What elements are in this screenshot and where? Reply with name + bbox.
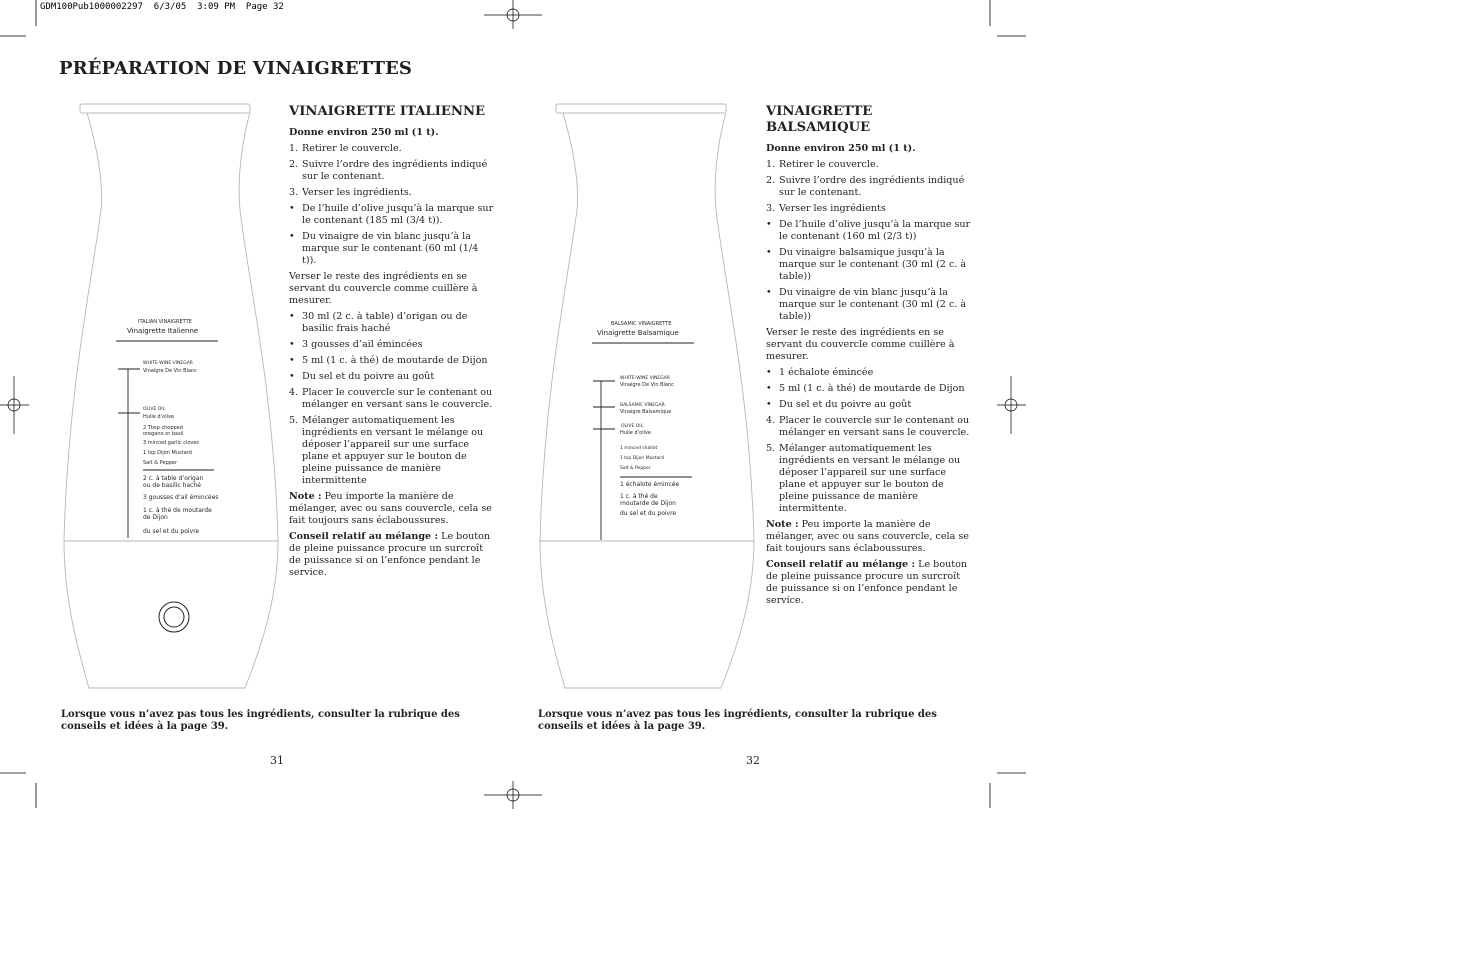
steps-list	[766, 159, 971, 323]
note-label: Note :	[766, 519, 799, 530]
list-marker: 5.	[289, 415, 299, 426]
recipe-balsamique	[766, 104, 971, 611]
list-marker: •	[289, 231, 295, 242]
list-item	[766, 443, 971, 515]
list-item	[766, 203, 971, 215]
list-marker: 3.	[766, 203, 776, 214]
list-marker: •	[289, 203, 295, 214]
list-marker: •	[289, 371, 295, 382]
list-text: Verser les ingrédients	[779, 203, 886, 214]
right-ing-en-2: 1 tsp Dijon Mustard	[620, 456, 664, 461]
recipe-italienne	[289, 104, 494, 583]
list-text: Mélanger automatiquement les ingrédients en versant le mélange ou déposer l’appareil sur une surface plane et appuyer sur le bouton de pleine puissance de manière intermittente	[302, 415, 484, 486]
list-item	[289, 415, 494, 487]
list-text: Placer le couvercle sur le contenant ou mélanger en versant sans le couvercle.	[779, 415, 970, 438]
note-text: Peu importe la manière de mélanger, avec ou sans couvercle, cela se fait toujours sans éclaboussures.	[766, 519, 969, 554]
list-marker: •	[766, 219, 772, 230]
list-item	[766, 367, 971, 379]
list-text: Suivre l’ordre des ingrédients indiqué sur le contenant.	[779, 175, 965, 198]
list-text: Du sel et du poivre au goût	[302, 371, 435, 382]
list-item	[766, 399, 971, 411]
left-ing-en-4: Salt & Pepper	[143, 460, 178, 466]
tip-paragraph	[766, 559, 971, 607]
left-bottle-label-fr: Vinaigrette Italienne	[127, 327, 199, 335]
list-text: Du sel et du poivre au goût	[779, 399, 912, 410]
list-marker: 5.	[766, 443, 776, 454]
list-marker: •	[766, 247, 772, 258]
list-marker: 2.	[289, 159, 299, 170]
printer-slug: GDM100Pub1000002297 6/3/05 3:09 PM Page 32	[40, 2, 284, 12]
left-mark1-fr: Vinaigre De Vin Blanc	[143, 368, 197, 374]
right-ing-fr-3: du sel et du poivre	[620, 510, 677, 517]
list-text: Du vinaigre de vin blanc jusqu’à la marque sur le contenant (60 ml (1/4 t)).	[302, 231, 479, 266]
list-text: Suivre l’ordre des ingrédients indiqué sur le contenant.	[302, 159, 488, 182]
list-item	[289, 387, 494, 411]
right-bottle-outline	[540, 104, 754, 688]
list-marker: •	[766, 399, 772, 410]
left-ing-en-2: 3 minced garlic cloves	[143, 440, 200, 446]
steps-list	[289, 143, 494, 267]
ingredients-steps-list	[289, 311, 494, 487]
recipe-yield: Donne environ 250 ml (1 t).	[289, 127, 439, 138]
list-item	[289, 371, 494, 383]
note-text: Peu importe la manière de mélanger, avec ou sans couvercle, cela se fait toujours sans éclaboussures.	[289, 491, 492, 526]
list-text: Du vinaigre de vin blanc jusqu’à la marque sur le contenant (30 ml (2 c. à table))	[779, 287, 967, 322]
left-mark1-en: WHITE-WINE VINEGAR	[143, 361, 193, 366]
list-item	[289, 143, 494, 155]
right-mark2-fr: Vinaigre Balsamique	[620, 409, 672, 415]
list-text: 1 échalote émincée	[779, 367, 874, 378]
list-text: 5 ml (1 c. à thé) de moutarde de Dijon	[779, 383, 965, 394]
list-marker: •	[766, 287, 772, 298]
right-mark1-en: WHITE-WINE VINEGAR	[620, 376, 670, 381]
tip-text: Le bouton de pleine puissance procure un surcroît de puissance si on l’enfonce pendant le service.	[289, 531, 491, 578]
right-mark3-fr: Huile d’olive	[620, 430, 652, 436]
footer-note-right: Lorsque vous n’avez pas tous les ingrédients, consulter la rubrique des conseils et idées à la page 39.	[538, 709, 937, 732]
list-text: 5 ml (1 c. à thé) de moutarde de Dijon	[302, 355, 488, 366]
ingredients-steps-list	[766, 367, 971, 515]
list-item	[289, 355, 494, 367]
right-mark1-fr: Vinaigre De Vin Blanc	[620, 382, 674, 388]
list-item	[289, 203, 494, 227]
list-item	[289, 187, 494, 199]
list-text: 30 ml (2 c. à table) d’origan ou de basilic frais haché	[302, 311, 468, 334]
tip-paragraph	[289, 531, 494, 579]
list-marker: •	[289, 311, 295, 322]
left-ing-fr-2: 3 gousses d’ail émincées	[143, 494, 219, 501]
left-ing-en-3: 1 tsp Dijon Mustard	[143, 450, 192, 456]
list-text: 3 gousses d’ail émincées	[302, 339, 423, 350]
list-marker: •	[766, 383, 772, 394]
left-mark2-en: OLIVE OIL	[143, 407, 166, 412]
left-ing-fr-3: 1 c. à thé de moutarde de Dijon	[143, 507, 212, 521]
list-text: De l’huile d’olive jusqu’à la marque sur le contenant (160 ml (2/3 t))	[779, 219, 971, 242]
list-text: Verser les ingrédients.	[302, 187, 412, 198]
list-marker: •	[289, 339, 295, 350]
left-ing-fr-1: 2 c. à table d’origan ou de basilic haché	[143, 475, 204, 489]
recipe-title: VINAIGRETTE BALSAMIQUE	[766, 104, 873, 135]
right-mark2-en: BALSAMIC VINEGAR	[620, 403, 665, 408]
list-marker: 1.	[766, 159, 776, 170]
left-mark2-fr: Huile d’olive	[143, 414, 175, 420]
list-text: De l’huile d’olive jusqu’à la marque sur le contenant (185 ml (3/4 t)).	[302, 203, 494, 226]
list-item	[766, 247, 971, 283]
list-item	[289, 339, 494, 351]
recipe-yield: Donne environ 250 ml (1 t).	[766, 143, 916, 154]
note-paragraph	[289, 491, 494, 527]
list-item	[289, 159, 494, 183]
list-item	[289, 311, 494, 335]
list-text: Retirer le couvercle.	[302, 143, 402, 154]
list-item	[766, 287, 971, 323]
page-title: PRÉPARATION DE VINAIGRETTES	[59, 58, 412, 79]
list-marker: 4.	[766, 415, 776, 426]
note-paragraph	[766, 519, 971, 555]
list-marker: •	[289, 355, 295, 366]
list-item	[766, 159, 971, 171]
list-item	[766, 383, 971, 395]
page-number-left: 31	[270, 754, 284, 767]
footer-note-left: Lorsque vous n’avez pas tous les ingrédients, consulter la rubrique des conseils et idées à la page 39.	[61, 709, 460, 732]
list-marker: 3.	[289, 187, 299, 198]
left-ing-en-1: 2 Tbsp chopped oregano or basil	[143, 425, 184, 437]
list-marker: 4.	[289, 387, 299, 398]
list-item	[766, 219, 971, 243]
right-ing-fr-1: 1 échalote émincée	[620, 481, 680, 488]
right-ing-fr-2: 1 c. à thé de moutarde de Dijon	[620, 493, 676, 507]
note-label: Note :	[289, 491, 322, 502]
right-bottle-label-en: BALSAMIC VINAIGRETTE	[611, 321, 672, 327]
list-text: Retirer le couvercle.	[779, 159, 879, 170]
list-text: Mélanger automatiquement les ingrédients en versant le mélange ou déposer l’appareil sur une surface plane et appuyer sur le bouton de pleine puissance de manière intermittente.	[779, 443, 961, 514]
right-ing-en-3: Salt & Pepper	[620, 466, 651, 471]
right-bottle-label-fr: Vinaigrette Balsamique	[597, 329, 679, 337]
tip-label: Conseil relatif au mélange :	[289, 531, 439, 542]
page-number-right: 32	[746, 754, 760, 767]
recipe-title: VINAIGRETTE ITALIENNE	[289, 104, 486, 119]
left-bottle-outline	[64, 104, 278, 688]
list-marker: 1.	[289, 143, 299, 154]
left-ing-fr-4: du sel et du poivre	[143, 528, 200, 535]
measure-instructions: Verser le reste des ingrédients en se servant du couvercle comme cuillère à mesurer.	[289, 271, 478, 306]
list-item	[766, 415, 971, 439]
list-item	[766, 175, 971, 199]
list-text: Placer le couvercle sur le contenant ou mélanger en versant sans le couvercle.	[302, 387, 493, 410]
left-bottle-label-en: ITALIAN VINAIGRETTE	[138, 319, 192, 325]
right-ing-en-1: 1 minced shallot	[620, 446, 658, 451]
tip-text: Le bouton de pleine puissance procure un surcroît de puissance si on l’enfonce pendant le service.	[766, 559, 968, 606]
list-marker: •	[766, 367, 772, 378]
list-item	[289, 231, 494, 267]
measure-instructions: Verser le reste des ingrédients en se servant du couvercle comme cuillère à mesurer.	[766, 327, 955, 362]
left-bottle-button	[159, 602, 189, 632]
right-mark3-en: OLIVE OIL	[621, 424, 644, 429]
tip-label: Conseil relatif au mélange :	[766, 559, 916, 570]
list-marker: 2.	[766, 175, 776, 186]
list-text: Du vinaigre balsamique jusqu’à la marque sur le contenant (30 ml (2 c. à table))	[779, 247, 967, 282]
